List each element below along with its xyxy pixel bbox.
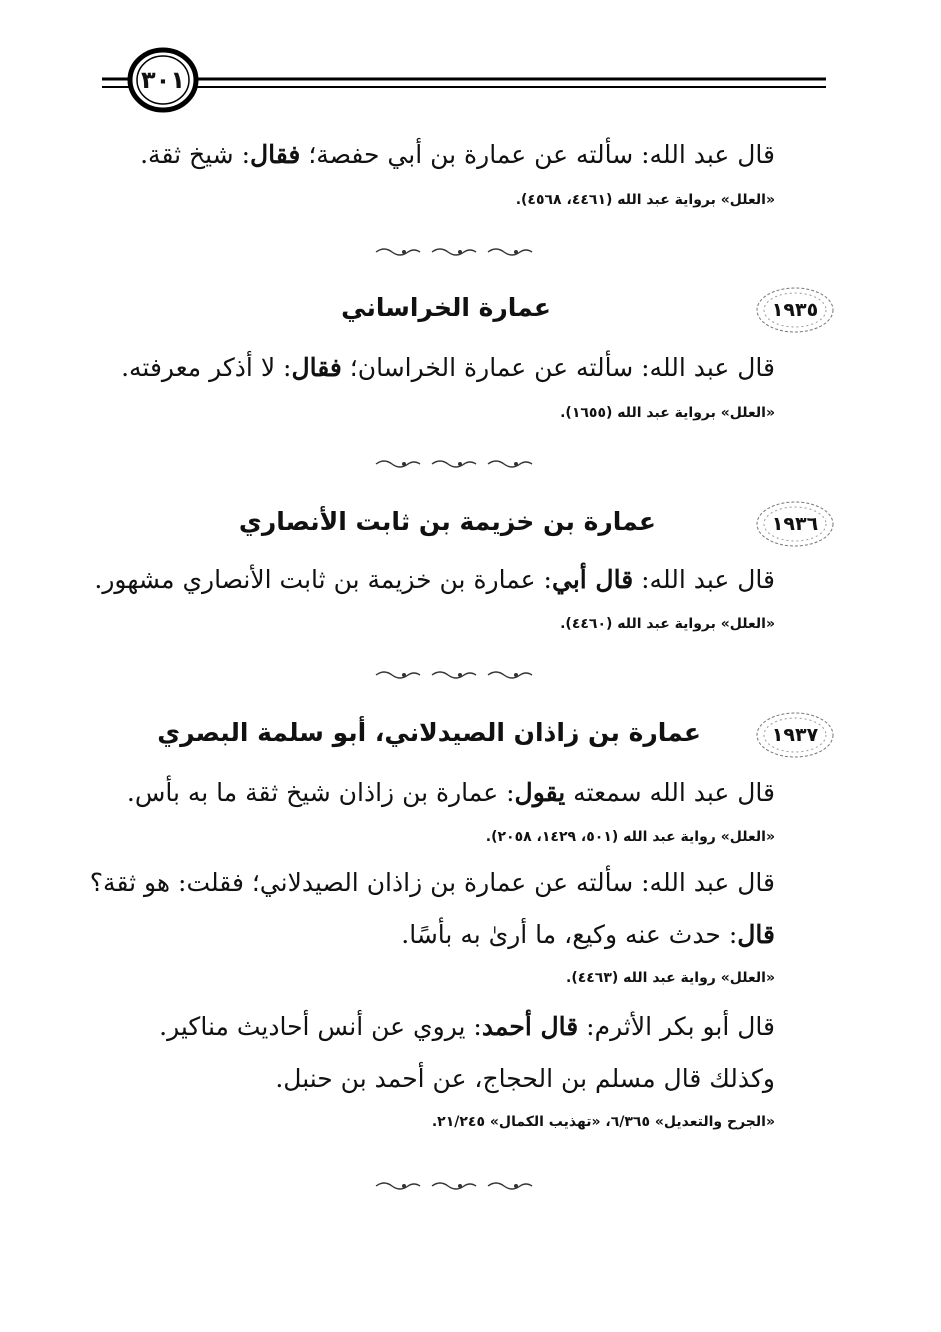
entry-reference: «العلل» رواية عبد الله (٥٠١، ١٤٢٩، ٢٠٥٨). [485,829,775,845]
entry-number-badge [754,285,836,335]
intro-reference: «العلل» برواية عبد الله (٤٤٦١، ٤٥٦٨). [515,192,775,208]
entry-reference: «العلل» رواية عبد الله (٤٤٦٣). [566,970,775,986]
entry-reference: «العلل» برواية عبد الله (٤٤٦٠). [560,616,775,632]
entry-number: ١٩٣٥ [771,299,819,321]
entry-text: قال عبد الله: سألته عن عمارة بن زاذان الصيدلاني؛ فقلت: هو ثقة؟ [89,868,775,897]
entry-text: قال عبد الله: قال أبي: عمارة بن خزيمة بن ثابت الأنصاري مشهور. [94,565,775,594]
entry-text: وكذلك قال مسلم بن الحجاج، عن أحمد بن حنبل. [275,1064,775,1093]
section-divider [372,458,538,470]
section-divider [372,1180,538,1192]
entry-number-badge [754,499,836,549]
entry-number-badge [754,710,836,760]
entry-number: ١٩٣٧ [771,724,819,746]
section-divider [372,246,538,258]
entry-title: عمارة الخراساني [341,293,551,322]
entry-text: قال أبو بكر الأثرم: قال أحمد: يروي عن أنس أحاديث مناكير. [159,1012,775,1041]
section-divider [372,669,538,681]
entry-text: قال عبد الله: سألته عن عمارة الخراسان؛ فقال: لا أذكر معرفته. [121,353,775,382]
entry-reference: «الجرح والتعديل» ٦/٣٦٥، «تهذيب الكمال» ٢١/٢٤٥. [431,1114,775,1130]
entry-title: عمارة بن زاذان الصيدلاني، أبو سلمة البصري [157,718,701,747]
page-number: ٣٠١ [141,66,185,94]
intro-text: قال عبد الله: سألته عن عمارة بن أبي حفصة؛ فقال: شيخ ثقة. [140,140,775,169]
entry-title: عمارة بن خزيمة بن ثابت الأنصاري [238,507,656,536]
entry-reference: «العلل» برواية عبد الله (١٦٥٥). [560,405,775,421]
entry-text: قال عبد الله سمعته يقول: عمارة بن زاذان شيخ ثقة ما به بأس. [126,778,775,807]
entry-number: ١٩٣٦ [771,513,819,535]
entry-text: قال: حدث عنه وكيع، ما أرىٰ به بأسًا. [401,920,775,949]
